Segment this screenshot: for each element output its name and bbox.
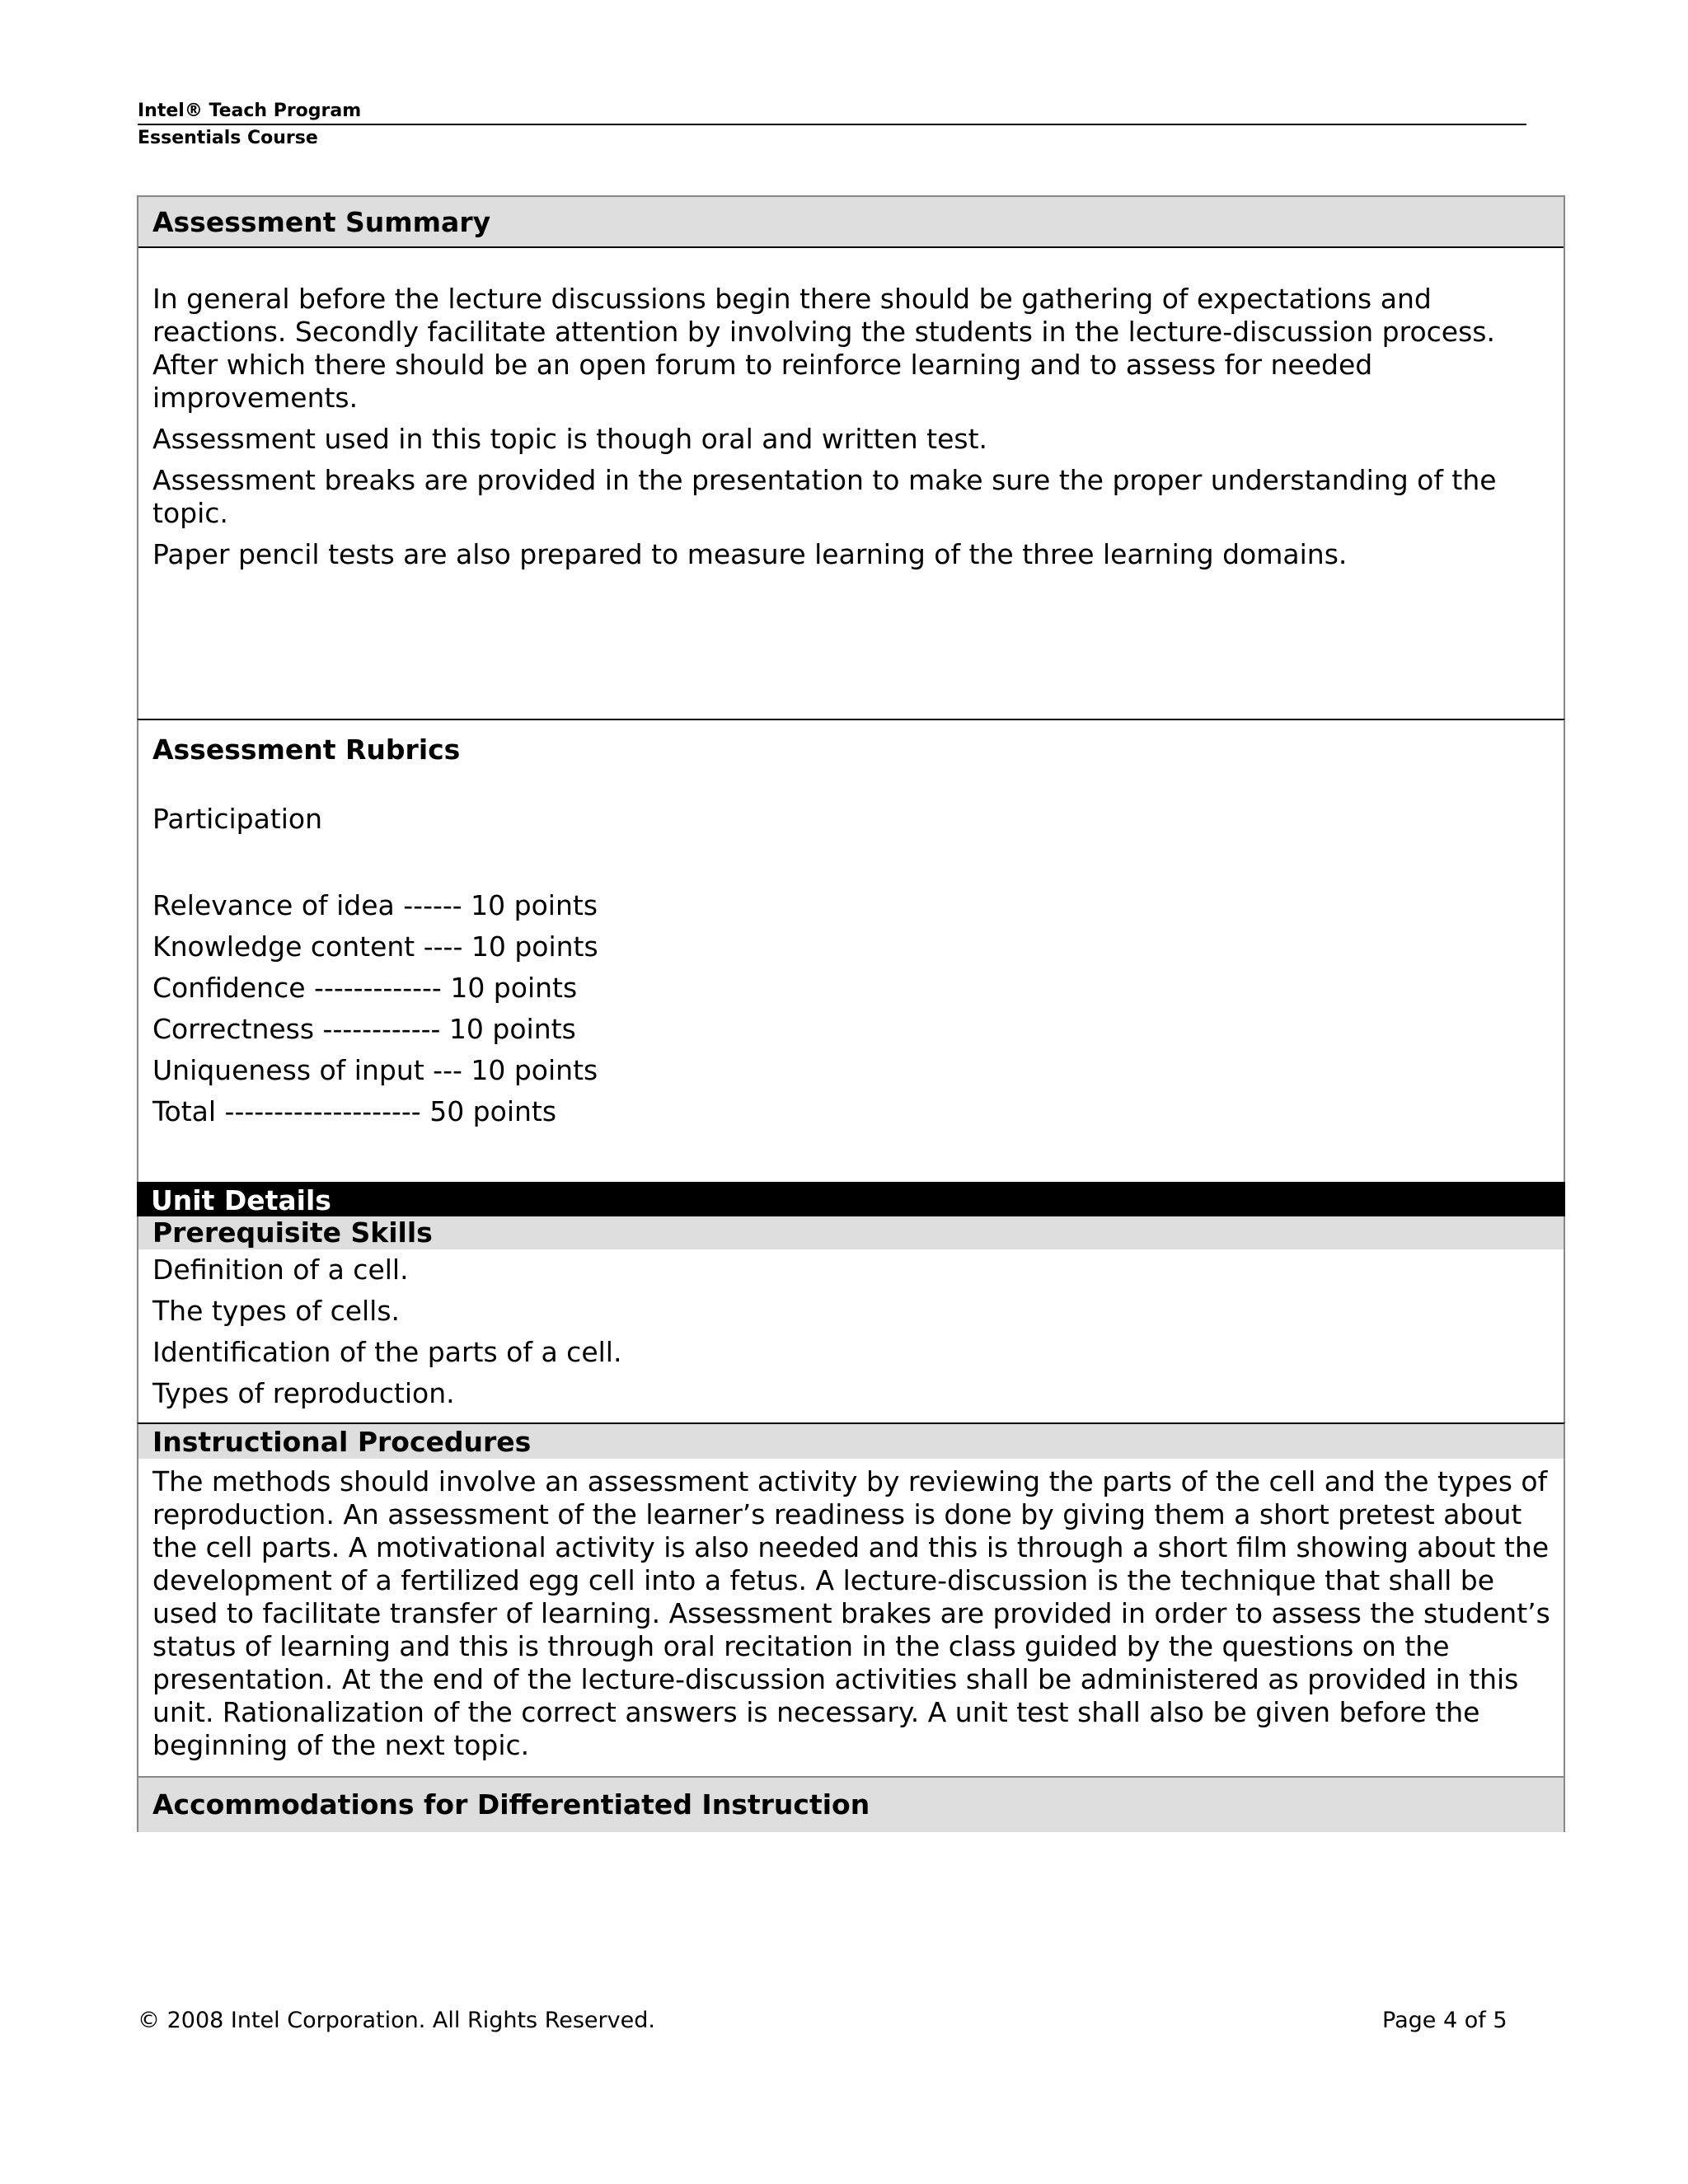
header-rule (138, 124, 1526, 125)
prerequisite-item: The types of cells. (152, 1295, 401, 1327)
rubric-item: Confidence ------------- 10 points (152, 972, 578, 1004)
rubrics-subtitle: Participation (152, 803, 323, 835)
instructional-title: Instructional Procedures (138, 1424, 1564, 1459)
rubrics-list (138, 885, 1564, 1132)
rubric-item: Correctness ------------ 10 points (152, 1013, 576, 1045)
accommodations-section (137, 1776, 1565, 1832)
content-table (137, 195, 1565, 1832)
assessment-summary-body (138, 248, 1564, 719)
rubric-item: Knowledge content ---- 10 points (152, 930, 598, 963)
instructional-section (137, 1422, 1565, 1776)
rubric-item: Relevance of idea ------ 10 points (152, 889, 598, 921)
prerequisite-item: Identification of the parts of a cell. (152, 1336, 622, 1368)
rubric-item: Uniqueness of input --- 10 points (152, 1054, 598, 1086)
page-header (138, 97, 1526, 152)
assessment-summary-section (137, 195, 1565, 719)
program-name: Intel® Teach Program (138, 101, 362, 121)
copyright-notice: © 2008 Intel Corporation. All Rights Reserved. (138, 2008, 655, 2033)
prerequisite-title: Prerequisite Skills (138, 1216, 1564, 1249)
instructional-body: The methods should involve an assessment activity by reviewing the parts of the cell and the types of reproduction. An assessment of the learner’s readiness is done by giving them a short pretest about the cell parts. A motivational activity is also needed and this is through a short film showing about the development of a fertilized egg cell into a fetus. A lecture-discussion is the technique that shall be used to facilitate transfer of learning. Assessment brakes are provided in order to assess the student’s status of learning and this is through oral recitation in the class guided by the questions on the presentation. At the end of the lecture-discussion activities shall be administered as provided in this unit. Rationalization of the correct answers is necessary. A unit test shall also be given before the beginning of the next topic. (152, 1465, 1550, 1761)
summary-paragraph: Paper pencil tests are also prepared to measure learning of the three learning domains. (152, 538, 1348, 570)
rubric-item: Total -------------------- 50 points (152, 1095, 557, 1127)
summary-paragraph: Assessment used in this topic is though oral and written test. (152, 423, 987, 455)
prerequisite-section (137, 1216, 1565, 1422)
accommodations-title: Accommodations for Differentiated Instruction (138, 1778, 1564, 1832)
summary-paragraph: In general before the lecture discussions begin there should be gathering of expectations and reactions. Secondly facilitate attention by involving the students in the lecture-discussion process. After which there should be an open forum to reinforce learning and to assess for needed improvements. (152, 283, 1495, 414)
page-number: Page 4 of 5 (1382, 2008, 1507, 2033)
assessment-summary-title: Assessment Summary (138, 197, 1564, 248)
prerequisite-list (138, 1249, 1564, 1422)
prerequisite-item: Types of reproduction. (152, 1377, 455, 1409)
prerequisite-item: Definition of a cell. (152, 1254, 409, 1286)
course-name: Essentials Course (138, 128, 318, 148)
summary-paragraph: Assessment breaks are provided in the presentation to make sure the proper understanding of the topic. (152, 464, 1497, 529)
unit-details-title: Unit Details (137, 1182, 1565, 1216)
assessment-rubrics-section (137, 719, 1565, 1182)
rubrics-title: Assessment Rubrics (152, 733, 461, 766)
